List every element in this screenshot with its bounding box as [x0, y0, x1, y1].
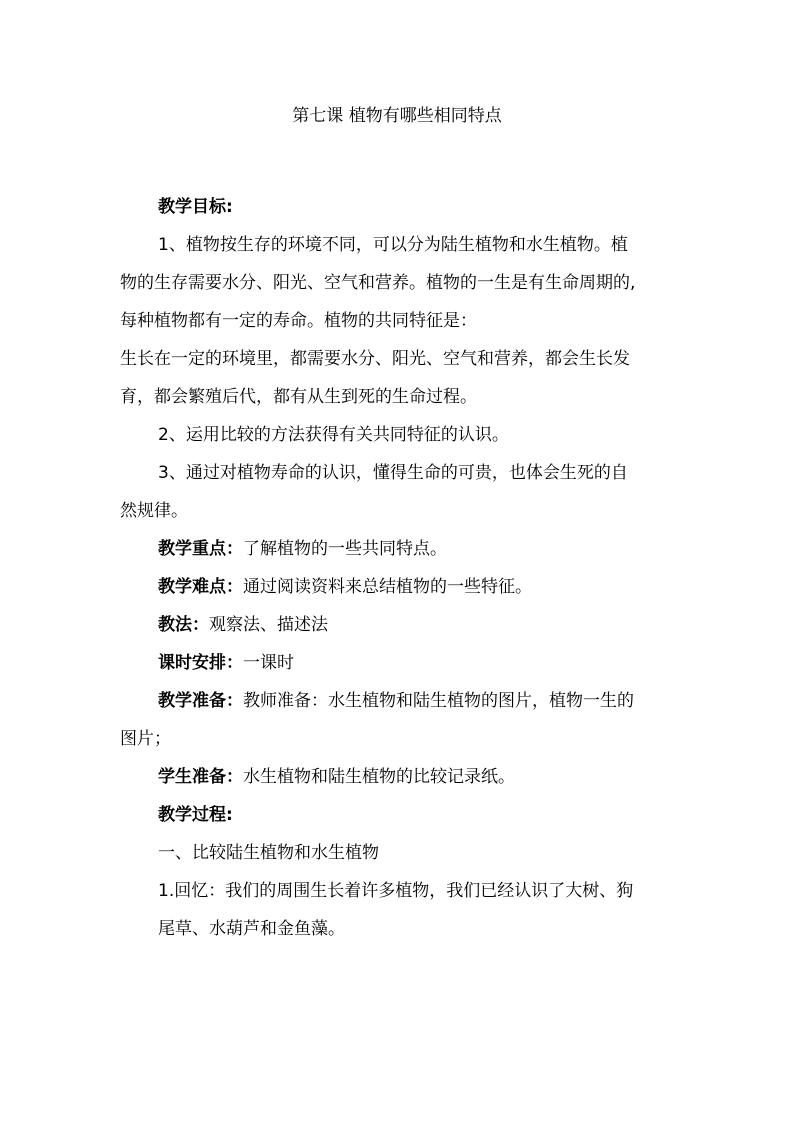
method-label: 教法： — [158, 615, 209, 635]
key-point-text: 了解植物的一些共同特点。 — [243, 539, 447, 559]
process-heading: 教学过程: — [158, 805, 233, 825]
objective-3-line-1: 3、通过对植物寿命的认识，懂得生命的可贵，也体会生死的自 — [158, 463, 628, 483]
process-section-1: 一、比较陆生植物和水生植物 — [158, 843, 379, 863]
key-point-paragraph — [120, 532, 680, 567]
objective-1-line-3: 每种植物都有一定的寿命。植物的共同特征是： — [120, 311, 477, 331]
process-step-1-line-1: 1.回忆：我们的周围生长着许多植物，我们已经认识了大树、狗 — [158, 881, 634, 901]
difficulty-text: 通过阅读资料来总结植物的一些特征。 — [243, 577, 532, 597]
student-prep-paragraph — [120, 760, 680, 795]
schedule-paragraph — [120, 646, 680, 681]
objective-3-line-2: 然规律。 — [120, 501, 188, 521]
features-line-1: 生长在一定的环境里，都需要水分、阳光、空气和营养，都会生长发 — [120, 349, 630, 369]
objective-1-line-2: 物的生存需要水分、阳光、空气和营养。植物的一生是有生命周期的, — [120, 273, 636, 293]
document-body — [120, 190, 680, 950]
method-text: 观察法、描述法 — [209, 615, 328, 635]
features-line-2: 育，都会繁殖后代，都有从生到死的生命过程。 — [120, 387, 477, 407]
student-prep-label: 学生准备： — [158, 767, 243, 787]
method-paragraph — [120, 608, 680, 643]
key-point-label: 教学重点： — [158, 539, 243, 559]
schedule-label: 课时安排： — [158, 653, 243, 673]
student-prep-text: 水生植物和陆生植物的比较记录纸。 — [243, 767, 515, 787]
objective-1-line-1: 1、植物按生存的环境不同，可以分为陆生植物和水生植物。植 — [158, 235, 628, 255]
preparation-paragraph — [120, 684, 680, 719]
difficulty-paragraph — [120, 570, 680, 605]
teacher-prep-line-2: 图片； — [120, 729, 171, 749]
page-title: 第七课 植物有哪些相同特点 — [292, 106, 502, 126]
schedule-text: 一课时 — [243, 653, 294, 673]
preparation-label: 教学准备： — [158, 691, 243, 711]
objectives-heading: 教学目标: — [158, 197, 233, 217]
difficulty-label: 教学难点： — [158, 577, 243, 597]
objective-2: 2、运用比较的方法获得有关共同特征的认识。 — [158, 425, 509, 445]
process-step-1-line-2: 尾草、水葫芦和金鱼藻。 — [158, 919, 345, 939]
teacher-prep-line-1: 教师准备：水生植物和陆生植物的图片，植物一生的 — [243, 691, 634, 711]
